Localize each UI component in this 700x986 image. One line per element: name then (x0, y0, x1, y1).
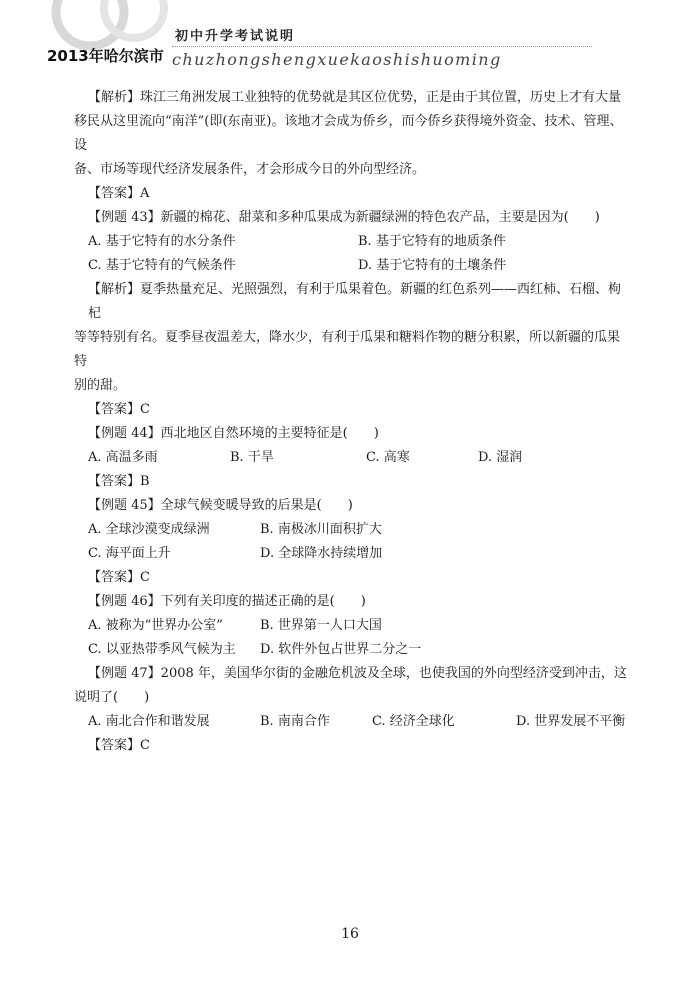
option-b: B. 干旱 (230, 450, 274, 465)
question-47-stem (74, 662, 628, 710)
analysis-42 (74, 86, 628, 182)
option-d: D. 软件外包占世界二分之一 (260, 642, 422, 657)
text-line: 别的甜。 (74, 378, 127, 393)
question-46-stem: 【例题 46】下列有关印度的描述正确的是( ) (88, 594, 366, 609)
question-47-options (88, 710, 628, 734)
analysis-43 (74, 278, 628, 398)
question-43-stem: 【例题 43】新疆的棉花、甜菜和多种瓜果成为新疆绿洲的特色农产品，主要是因为( ) (88, 210, 600, 225)
option-d: D. 世界发展不平衡 (516, 714, 626, 729)
question-44-options (88, 446, 628, 470)
option-c: C. 海平面上升 (88, 546, 171, 561)
question-45-options-row-1 (88, 518, 628, 542)
text-line: 说明了( ) (74, 690, 150, 705)
option-a: A. 被称为“世界办公室” (88, 618, 223, 633)
option-b: B. 南极冰川面积扩大 (260, 522, 382, 537)
answer-43: 【答案】C (88, 402, 150, 417)
option-a: A. 南北合作和谐发展 (88, 714, 210, 729)
option-b: B. 世界第一人口大国 (260, 618, 382, 633)
question-44-stem: 【例题 44】西北地区自然环境的主要特征是( ) (88, 426, 379, 441)
question-43-options-row-1 (88, 230, 628, 254)
option-a: A. 基于它特有的水分条件 (88, 234, 236, 249)
question-45-stem: 【例题 45】全球气候变暖导致的后果是( ) (88, 498, 353, 513)
option-c: C. 以亚热带季风气候为主 (88, 642, 236, 657)
text-line: 【例题 47】2008 年，美国华尔街的金融危机波及全球，也使我国的外向型经济受到冲击，这 (88, 666, 627, 681)
option-d: D. 基于它特有的土壤条件 (358, 258, 507, 273)
option-a: A. 高温多雨 (88, 450, 158, 465)
header-dotted-rule (172, 46, 592, 47)
question-46-options-row-1 (88, 614, 628, 638)
option-b: B. 基于它特有的地质条件 (358, 234, 506, 249)
option-d: D. 全球降水持续增加 (260, 546, 383, 561)
option-c: C. 经济全球化 (372, 714, 455, 729)
option-c: C. 高寒 (366, 450, 410, 465)
page-number: 16 (341, 926, 359, 942)
header-pinyin: chuzhongshengxuekaoshishuoming (172, 50, 502, 69)
question-45-options-row-2 (88, 542, 628, 566)
question-46-options-row-2 (88, 638, 628, 662)
text-line: 等等特别有名。夏季昼夜温差大，降水少，有利于瓜果和糖料作物的糖分积累，所以新疆的瓜果特 (74, 330, 621, 369)
text-line: 备、市场等现代经济发展条件，才会形成今日的外向型经济。 (74, 162, 426, 177)
option-c: C. 基于它特有的气候条件 (88, 258, 236, 273)
text-line: 【解析】珠江三角洲发展工业独特的优势就是其区位优势，正是由于其位置，历史上才有大量 (88, 90, 622, 105)
option-b: B. 南南合作 (260, 714, 330, 729)
answer-47: 【答案】C (88, 738, 150, 753)
question-43-options-row-2 (88, 254, 628, 278)
text-line: 【解析】夏季热量充足、光照强烈，有利于瓜果着色。新疆的红色系列——西红柿、石榴、枸杞 (88, 282, 622, 321)
page-content (74, 86, 628, 758)
answer-42: 【答案】A (88, 186, 150, 201)
header-title: 初中升学考试说明 (175, 29, 296, 44)
answer-45: 【答案】C (88, 570, 150, 585)
option-a: A. 全球沙漠变成绿洲 (88, 522, 210, 537)
option-d: D. 湿润 (478, 450, 523, 465)
answer-44: 【答案】B (88, 474, 150, 489)
text-line: 移民从这里流向“南洋”(即(东南亚)。该地才会成为侨乡，而今侨乡获得境外资金、技术、管理、设 (74, 114, 623, 153)
header-year-city: 2013年哈尔滨市 (47, 47, 164, 65)
